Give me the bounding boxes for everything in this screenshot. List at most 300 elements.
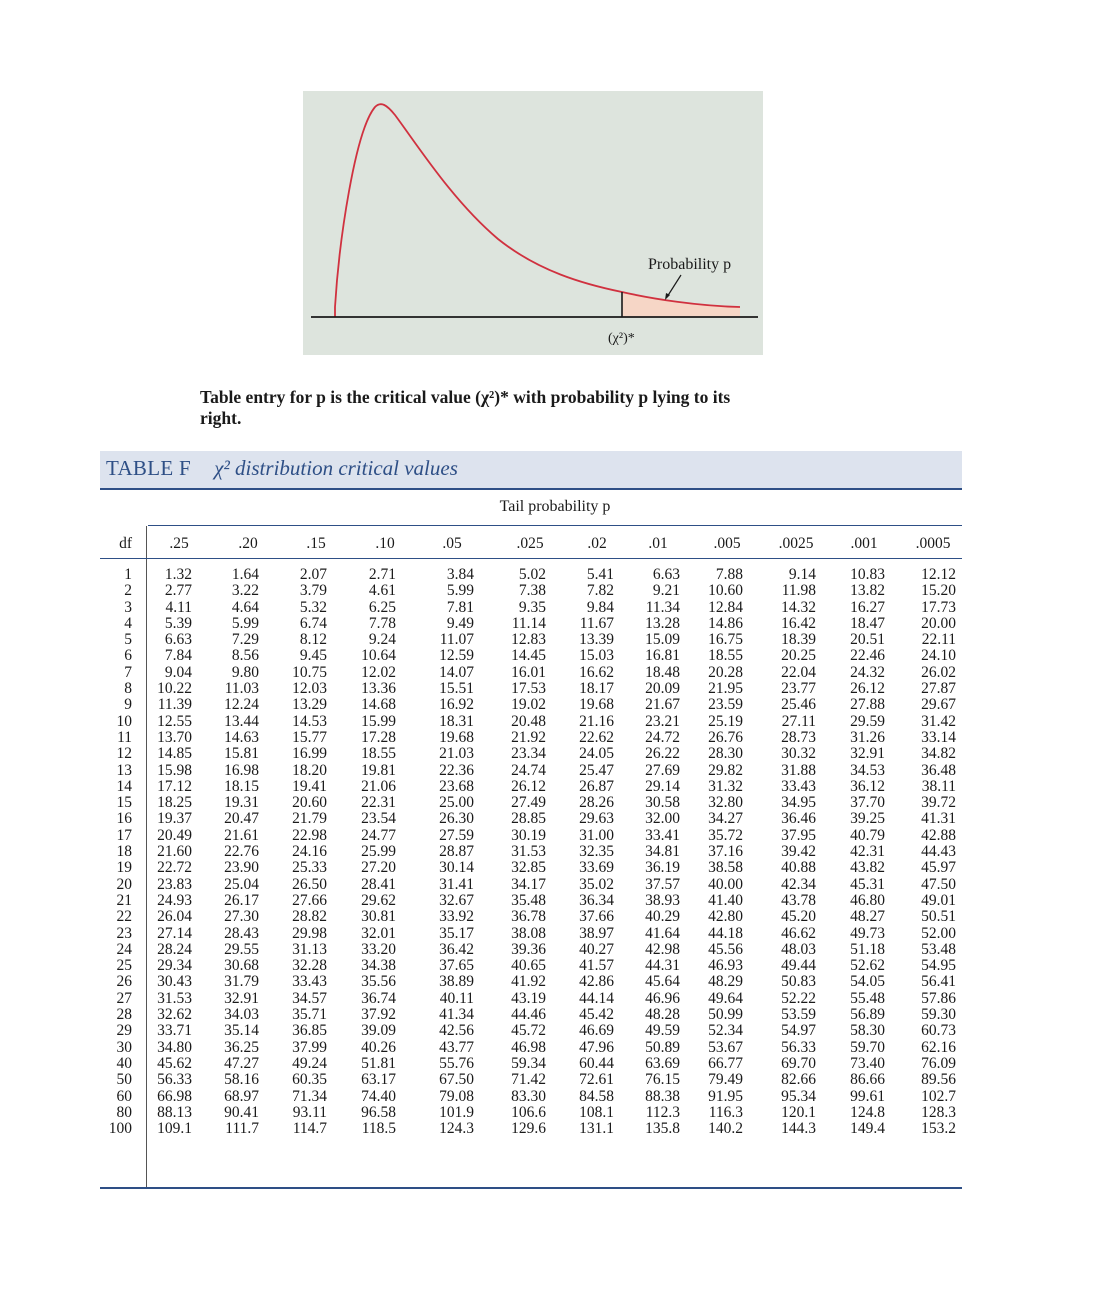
probability-column-header: .0005 bbox=[915, 535, 951, 552]
df-cell: 25 bbox=[116, 957, 132, 975]
critical-value-cell: 36.42 bbox=[439, 940, 474, 958]
critical-value-cell: 52.34 bbox=[708, 1022, 743, 1040]
critical-value-cell: 17.73 bbox=[921, 598, 956, 616]
df-cell: 6 bbox=[124, 647, 132, 665]
critical-value-cell: 18.31 bbox=[439, 712, 474, 730]
critical-value-cell: 41.31 bbox=[921, 810, 956, 828]
critical-value-cell: 26.30 bbox=[439, 810, 474, 828]
critical-value-cell: 43.19 bbox=[511, 989, 546, 1007]
critical-value-cell: 140.2 bbox=[708, 1120, 743, 1138]
critical-value-cell: 42.56 bbox=[439, 1022, 474, 1040]
critical-value-cell: 22.11 bbox=[921, 631, 956, 649]
critical-value-cell: 11.39 bbox=[157, 696, 192, 714]
critical-value-cell: 31.53 bbox=[511, 843, 546, 861]
critical-value-cell: 2.77 bbox=[164, 582, 192, 600]
critical-value-cell: 13.82 bbox=[850, 582, 885, 600]
critical-value-cell: 26.12 bbox=[511, 777, 546, 795]
critical-value-cell: 20.51 bbox=[850, 631, 885, 649]
critical-value-cell: 18.47 bbox=[850, 614, 885, 632]
column-header-rule bbox=[100, 558, 962, 559]
table-row bbox=[100, 1089, 962, 1105]
critical-value-cell: 135.8 bbox=[645, 1120, 680, 1138]
critical-value-cell: 27.88 bbox=[850, 696, 885, 714]
critical-value-cell: 2.07 bbox=[299, 566, 327, 583]
table-row bbox=[100, 746, 962, 762]
critical-value-cell: 12.03 bbox=[292, 680, 327, 698]
column-header-row bbox=[100, 535, 962, 555]
critical-value-cell: 9.24 bbox=[368, 631, 396, 649]
df-cell: 19 bbox=[116, 859, 132, 877]
critical-value-cell: 11.34 bbox=[645, 598, 680, 616]
probability-column-header: .20 bbox=[238, 535, 258, 552]
critical-value-cell: 45.72 bbox=[511, 1022, 546, 1040]
critical-value-cell: 56.41 bbox=[921, 973, 956, 991]
probability-column-header: .15 bbox=[306, 535, 326, 552]
critical-value-cell: 25.46 bbox=[781, 696, 816, 714]
critical-value-cell: 22.98 bbox=[292, 826, 327, 844]
df-cell: 50 bbox=[116, 1071, 132, 1089]
critical-value-cell: 20.00 bbox=[921, 614, 956, 632]
critical-value-cell: 25.04 bbox=[224, 875, 259, 893]
critical-value-cell: 54.05 bbox=[850, 973, 885, 991]
critical-value-cell: 32.01 bbox=[361, 924, 396, 942]
table-row bbox=[100, 1105, 962, 1121]
critical-value-cell: 42.80 bbox=[708, 908, 743, 926]
critical-value-cell: 20.60 bbox=[292, 794, 327, 812]
critical-value-cell: 63.17 bbox=[361, 1071, 396, 1089]
df-cell: 23 bbox=[116, 924, 132, 942]
critical-value-cell: 37.70 bbox=[850, 794, 885, 812]
critical-value-cell: 3.22 bbox=[231, 582, 259, 600]
critical-value-cell: 90.41 bbox=[224, 1103, 259, 1121]
critical-value-cell: 116.3 bbox=[708, 1103, 743, 1121]
critical-value-cell: 28.26 bbox=[579, 794, 614, 812]
critical-value-cell: 144.3 bbox=[781, 1120, 816, 1138]
critical-value-cell: 12.55 bbox=[157, 712, 192, 730]
critical-value-cell: 6.63 bbox=[652, 566, 680, 583]
probability-column-header: .001 bbox=[850, 535, 878, 552]
table-row bbox=[100, 828, 962, 844]
critical-value-cell: 10.60 bbox=[708, 582, 743, 600]
critical-value-cell: 35.48 bbox=[511, 891, 546, 909]
critical-value-cell: 16.98 bbox=[224, 761, 259, 779]
critical-value-cell: 36.19 bbox=[645, 859, 680, 877]
critical-value-cell: 74.40 bbox=[361, 1087, 396, 1105]
critical-value-cell: 35.17 bbox=[439, 924, 474, 942]
df-cell: 18 bbox=[116, 843, 132, 861]
critical-value-cell: 20.49 bbox=[157, 826, 192, 844]
critical-value-cell: 29.62 bbox=[361, 891, 396, 909]
critical-value-cell: 91.95 bbox=[708, 1087, 743, 1105]
critical-value-cell: 1.64 bbox=[231, 566, 259, 583]
critical-value-cell: 18.15 bbox=[224, 777, 259, 795]
critical-value-cell: 11.98 bbox=[781, 582, 816, 600]
critical-value-cell: 41.64 bbox=[645, 924, 680, 942]
critical-value-cell: 10.64 bbox=[361, 647, 396, 665]
critical-value-cell: 27.69 bbox=[645, 761, 680, 779]
critical-value-cell: 41.40 bbox=[708, 891, 743, 909]
critical-value-cell: 28.87 bbox=[439, 843, 474, 861]
critical-value-cell: 39.25 bbox=[850, 810, 885, 828]
critical-value-cell: 59.70 bbox=[850, 1038, 885, 1056]
critical-value-cell: 12.84 bbox=[708, 598, 743, 616]
critical-value-cell: 18.25 bbox=[157, 794, 192, 812]
critical-value-cell: 23.83 bbox=[157, 875, 192, 893]
critical-value-cell: 36.46 bbox=[781, 810, 816, 828]
table-row bbox=[100, 697, 962, 713]
critical-value-cell: 30.19 bbox=[511, 826, 546, 844]
critical-value-cell: 31.41 bbox=[439, 875, 474, 893]
critical-value-cell: 37.92 bbox=[361, 1006, 396, 1024]
critical-value-cell: 73.40 bbox=[850, 1054, 885, 1072]
critical-value-cell: 35.71 bbox=[292, 1006, 327, 1024]
df-cell: 3 bbox=[124, 598, 132, 616]
critical-value-cell: 44.43 bbox=[921, 843, 956, 861]
critical-value-cell: 6.63 bbox=[164, 631, 192, 649]
critical-value-cell: 7.88 bbox=[715, 566, 743, 583]
critical-value-cell: 46.80 bbox=[850, 891, 885, 909]
critical-value-cell: 49.64 bbox=[708, 989, 743, 1007]
critical-value-cell: 36.48 bbox=[921, 761, 956, 779]
critical-value-cell: 28.24 bbox=[157, 940, 192, 958]
table-row bbox=[100, 1023, 962, 1039]
critical-value-cell: 28.30 bbox=[708, 745, 743, 763]
critical-value-cell: 14.07 bbox=[439, 663, 474, 681]
table-row bbox=[100, 877, 962, 893]
table-row bbox=[100, 632, 962, 648]
critical-value-cell: 23.21 bbox=[645, 712, 680, 730]
critical-value-cell: 34.80 bbox=[157, 1038, 192, 1056]
critical-value-cell: 46.93 bbox=[708, 957, 743, 975]
critical-value-cell: 50.99 bbox=[708, 1006, 743, 1024]
critical-value-cell: 13.39 bbox=[579, 631, 614, 649]
table-row bbox=[100, 779, 962, 795]
critical-value-cell: 7.38 bbox=[518, 582, 546, 600]
probability-column-header: .01 bbox=[648, 535, 668, 552]
critical-value-cell: 22.04 bbox=[781, 663, 816, 681]
critical-value-cell: 21.06 bbox=[361, 777, 396, 795]
critical-value-cell: 33.43 bbox=[781, 777, 816, 795]
critical-value-cell: 19.68 bbox=[579, 696, 614, 714]
critical-value-cell: 26.22 bbox=[645, 745, 680, 763]
density-plot bbox=[303, 91, 763, 355]
critical-value-cell: 16.81 bbox=[645, 647, 680, 665]
critical-value-cell: 17.28 bbox=[361, 728, 396, 746]
critical-value-cell: 33.41 bbox=[645, 826, 680, 844]
critical-value-cell: 23.90 bbox=[224, 859, 259, 877]
critical-value-cell: 38.08 bbox=[511, 924, 546, 942]
df-cell: 9 bbox=[124, 696, 132, 714]
table-row bbox=[100, 600, 962, 616]
critical-value-cell: 9.35 bbox=[518, 598, 546, 616]
critical-value-cell: 28.73 bbox=[781, 728, 816, 746]
critical-value-cell: 26.87 bbox=[579, 777, 614, 795]
critical-value-cell: 34.03 bbox=[224, 1006, 259, 1024]
df-cell: 40 bbox=[116, 1054, 132, 1072]
probability-column-header: .025 bbox=[516, 535, 544, 552]
critical-value-cell: 35.02 bbox=[579, 875, 614, 893]
df-column-header: df bbox=[119, 535, 132, 552]
critical-value-cell: 60.35 bbox=[292, 1071, 327, 1089]
critical-value-cell: 111.7 bbox=[225, 1120, 259, 1138]
critical-value-cell: 112.3 bbox=[645, 1103, 680, 1121]
critical-value-cell: 1.32 bbox=[164, 566, 192, 583]
critical-value-cell: 27.59 bbox=[439, 826, 474, 844]
table-row bbox=[100, 648, 962, 664]
critical-value-cell: 21.67 bbox=[645, 696, 680, 714]
df-cell: 13 bbox=[116, 761, 132, 779]
table-row bbox=[100, 1007, 962, 1023]
df-cell: 20 bbox=[116, 875, 132, 893]
df-cell: 29 bbox=[116, 1022, 132, 1040]
table-row bbox=[100, 730, 962, 746]
critical-value-cell: 14.63 bbox=[224, 728, 259, 746]
critical-value-cell: 17.53 bbox=[511, 680, 546, 698]
critical-value-cell: 40.88 bbox=[781, 859, 816, 877]
critical-value-cell: 22.76 bbox=[224, 843, 259, 861]
critical-value-cell: 16.92 bbox=[439, 696, 474, 714]
critical-value-cell: 45.62 bbox=[157, 1054, 192, 1072]
critical-value-cell: 48.28 bbox=[645, 1006, 680, 1024]
critical-value-cell: 49.44 bbox=[781, 957, 816, 975]
critical-value-cell: 124.8 bbox=[850, 1103, 885, 1121]
critical-value-cell: 108.1 bbox=[579, 1103, 614, 1121]
critical-value-cell: 21.03 bbox=[439, 745, 474, 763]
critical-value-cell: 44.14 bbox=[579, 989, 614, 1007]
table-body bbox=[100, 567, 962, 1137]
critical-value-cell: 58.16 bbox=[224, 1071, 259, 1089]
critical-value-cell: 31.42 bbox=[921, 712, 956, 730]
critical-value-cell: 49.73 bbox=[850, 924, 885, 942]
figure-caption bbox=[200, 387, 860, 429]
critical-value-cell: 13.70 bbox=[157, 728, 192, 746]
critical-value-cell: 20.47 bbox=[224, 810, 259, 828]
critical-value-cell: 26.02 bbox=[921, 663, 956, 681]
critical-value-cell: 51.81 bbox=[361, 1054, 396, 1072]
critical-value-cell: 13.28 bbox=[645, 614, 680, 632]
critical-value-cell: 31.13 bbox=[292, 940, 327, 958]
critical-value-cell: 57.86 bbox=[921, 989, 956, 1007]
critical-value-cell: 54.97 bbox=[781, 1022, 816, 1040]
table-row bbox=[100, 795, 962, 811]
critical-value-cell: 102.7 bbox=[921, 1087, 956, 1105]
df-cell: 27 bbox=[116, 989, 132, 1007]
critical-value-cell: 30.58 bbox=[645, 794, 680, 812]
critical-value-cell: 96.58 bbox=[361, 1103, 396, 1121]
critical-value-cell: 25.99 bbox=[361, 843, 396, 861]
critical-value-cell: 53.59 bbox=[781, 1006, 816, 1024]
critical-value-cell: 95.34 bbox=[781, 1087, 816, 1105]
critical-value-cell: 48.27 bbox=[850, 908, 885, 926]
tail-probability-header: Tail probability p bbox=[499, 498, 611, 515]
critical-value-cell: 16.42 bbox=[781, 614, 816, 632]
critical-value-cell: 10.83 bbox=[850, 566, 885, 583]
critical-value-cell: 114.7 bbox=[292, 1120, 327, 1138]
critical-value-cell: 17.12 bbox=[157, 777, 192, 795]
critical-value-cell: 24.05 bbox=[579, 745, 614, 763]
critical-value-cell: 67.50 bbox=[439, 1071, 474, 1089]
critical-value-cell: 36.34 bbox=[579, 891, 614, 909]
critical-value-cell: 79.49 bbox=[708, 1071, 743, 1089]
critical-value-cell: 44.46 bbox=[511, 1006, 546, 1024]
critical-value-cell: 76.09 bbox=[921, 1054, 956, 1072]
critical-value-cell: 68.97 bbox=[224, 1087, 259, 1105]
critical-value-cell: 29.55 bbox=[224, 940, 259, 958]
table-row bbox=[100, 763, 962, 779]
critical-value-cell: 2.71 bbox=[368, 566, 396, 583]
critical-value-cell: 9.80 bbox=[231, 663, 259, 681]
critical-value-cell: 24.74 bbox=[511, 761, 546, 779]
critical-value-cell: 39.42 bbox=[781, 843, 816, 861]
critical-value-cell: 4.61 bbox=[368, 582, 396, 600]
critical-value-cell: 32.80 bbox=[708, 794, 743, 812]
critical-value-cell: 18.55 bbox=[361, 745, 396, 763]
critical-value-cell: 55.76 bbox=[439, 1054, 474, 1072]
critical-value-cell: 37.66 bbox=[579, 908, 614, 926]
critical-value-cell: 76.15 bbox=[645, 1071, 680, 1089]
critical-value-cell: 9.14 bbox=[788, 566, 816, 583]
critical-value-cell: 14.32 bbox=[781, 598, 816, 616]
table-row bbox=[100, 844, 962, 860]
table-row bbox=[100, 1072, 962, 1088]
critical-value-cell: 41.92 bbox=[511, 973, 546, 991]
critical-value-cell: 83.30 bbox=[511, 1087, 546, 1105]
critical-value-cell: 53.48 bbox=[921, 940, 956, 958]
chi-square-density-figure bbox=[303, 91, 763, 355]
critical-value-cell: 26.12 bbox=[850, 680, 885, 698]
df-cell: 28 bbox=[116, 1006, 132, 1024]
chi-square-table bbox=[100, 490, 962, 1200]
df-cell: 17 bbox=[116, 826, 132, 844]
critical-value-cell: 22.72 bbox=[157, 859, 192, 877]
critical-value-cell: 37.57 bbox=[645, 875, 680, 893]
critical-value-cell: 35.14 bbox=[224, 1022, 259, 1040]
critical-value-cell: 56.89 bbox=[850, 1006, 885, 1024]
critical-value-cell: 47.96 bbox=[579, 1038, 614, 1056]
critical-value-cell: 22.62 bbox=[579, 728, 614, 746]
df-cell: 1 bbox=[124, 566, 132, 583]
critical-value-cell: 25.00 bbox=[439, 794, 474, 812]
df-cell: 22 bbox=[116, 908, 132, 926]
critical-value-cell: 27.49 bbox=[511, 794, 546, 812]
critical-value-cell: 88.38 bbox=[645, 1087, 680, 1105]
critical-value-cell: 5.32 bbox=[299, 598, 327, 616]
critical-value-cell: 32.85 bbox=[511, 859, 546, 877]
critical-value-cell: 14.45 bbox=[511, 647, 546, 665]
table-row bbox=[100, 714, 962, 730]
critical-value-cell: 29.63 bbox=[579, 810, 614, 828]
critical-value-cell: 21.92 bbox=[511, 728, 546, 746]
critical-value-cell: 4.64 bbox=[231, 598, 259, 616]
critical-value-cell: 128.3 bbox=[921, 1103, 956, 1121]
table-row bbox=[100, 583, 962, 599]
probability-column-header: .02 bbox=[587, 535, 607, 552]
critical-value-cell: 46.69 bbox=[579, 1022, 614, 1040]
critical-value-cell: 31.88 bbox=[781, 761, 816, 779]
critical-value-cell: 31.32 bbox=[708, 777, 743, 795]
critical-value-cell: 16.75 bbox=[708, 631, 743, 649]
critical-value-cell: 24.77 bbox=[361, 826, 396, 844]
critical-value-cell: 41.57 bbox=[579, 957, 614, 975]
critical-value-cell: 153.2 bbox=[921, 1120, 956, 1138]
critical-value-cell: 33.71 bbox=[157, 1022, 192, 1040]
df-cell: 60 bbox=[116, 1087, 132, 1105]
critical-value-cell: 59.30 bbox=[921, 1006, 956, 1024]
critical-value-cell: 42.31 bbox=[850, 843, 885, 861]
critical-value-cell: 5.39 bbox=[164, 614, 192, 632]
critical-value-cell: 20.28 bbox=[708, 663, 743, 681]
critical-value-cell: 30.14 bbox=[439, 859, 474, 877]
df-cell: 30 bbox=[116, 1038, 132, 1056]
critical-value-cell: 18.39 bbox=[781, 631, 816, 649]
df-cell: 16 bbox=[116, 810, 132, 828]
critical-value-cell: 32.91 bbox=[224, 989, 259, 1007]
critical-value-cell: 26.76 bbox=[708, 728, 743, 746]
critical-value-cell: 15.98 bbox=[157, 761, 192, 779]
critical-value-cell: 39.36 bbox=[511, 940, 546, 958]
critical-value-cell: 36.85 bbox=[292, 1022, 327, 1040]
critical-value-cell: 58.30 bbox=[850, 1022, 885, 1040]
critical-value-cell: 34.53 bbox=[850, 761, 885, 779]
critical-value-cell: 27.66 bbox=[292, 891, 327, 909]
table-title-bar bbox=[100, 451, 962, 490]
critical-value-cell: 9.45 bbox=[299, 647, 327, 665]
probability-column-header: .0025 bbox=[778, 535, 814, 552]
critical-value-cell: 15.09 bbox=[645, 631, 680, 649]
critical-value-cell: 15.51 bbox=[439, 680, 474, 698]
critical-value-cell: 21.61 bbox=[224, 826, 259, 844]
critical-value-cell: 11.03 bbox=[224, 680, 259, 698]
critical-value-cell: 55.48 bbox=[850, 989, 885, 1007]
critical-value-cell: 27.14 bbox=[157, 924, 192, 942]
caption-line-1: Table entry for p is the critical value (χ²)* with probability p lying to its bbox=[200, 387, 731, 407]
critical-value-cell: 29.67 bbox=[921, 696, 956, 714]
critical-value-cell: 47.27 bbox=[224, 1054, 259, 1072]
critical-value-cell: 28.43 bbox=[224, 924, 259, 942]
critical-value-cell: 38.58 bbox=[708, 859, 743, 877]
critical-value-cell: 40.26 bbox=[361, 1038, 396, 1056]
critical-value-cell: 9.84 bbox=[586, 598, 614, 616]
critical-value-cell: 23.59 bbox=[708, 696, 743, 714]
critical-value-cell: 19.81 bbox=[361, 761, 396, 779]
critical-value-label: (χ²)* bbox=[608, 331, 635, 346]
critical-value-cell: 84.58 bbox=[579, 1087, 614, 1105]
table-row bbox=[100, 991, 962, 1007]
critical-value-cell: 43.77 bbox=[439, 1038, 474, 1056]
critical-value-cell: 46.96 bbox=[645, 989, 680, 1007]
critical-value-cell: 49.59 bbox=[645, 1022, 680, 1040]
critical-value-cell: 45.42 bbox=[579, 1006, 614, 1024]
critical-value-cell: 33.20 bbox=[361, 940, 396, 958]
df-cell: 5 bbox=[124, 631, 132, 649]
critical-value-cell: 36.74 bbox=[361, 989, 396, 1007]
critical-value-cell: 13.36 bbox=[361, 680, 396, 698]
critical-value-cell: 4.11 bbox=[165, 598, 192, 616]
df-cell: 7 bbox=[124, 663, 132, 681]
critical-value-cell: 33.14 bbox=[921, 728, 956, 746]
critical-value-cell: 33.43 bbox=[292, 973, 327, 991]
table-row bbox=[100, 681, 962, 697]
critical-value-cell: 33.92 bbox=[439, 908, 474, 926]
critical-value-cell: 24.93 bbox=[157, 891, 192, 909]
critical-value-cell: 5.02 bbox=[518, 566, 546, 583]
critical-value-cell: 23.77 bbox=[781, 680, 816, 698]
critical-value-cell: 51.18 bbox=[850, 940, 885, 958]
critical-value-cell: 124.3 bbox=[439, 1120, 474, 1138]
critical-value-cell: 27.20 bbox=[361, 859, 396, 877]
critical-value-cell: 29.98 bbox=[292, 924, 327, 942]
critical-value-cell: 34.95 bbox=[781, 794, 816, 812]
